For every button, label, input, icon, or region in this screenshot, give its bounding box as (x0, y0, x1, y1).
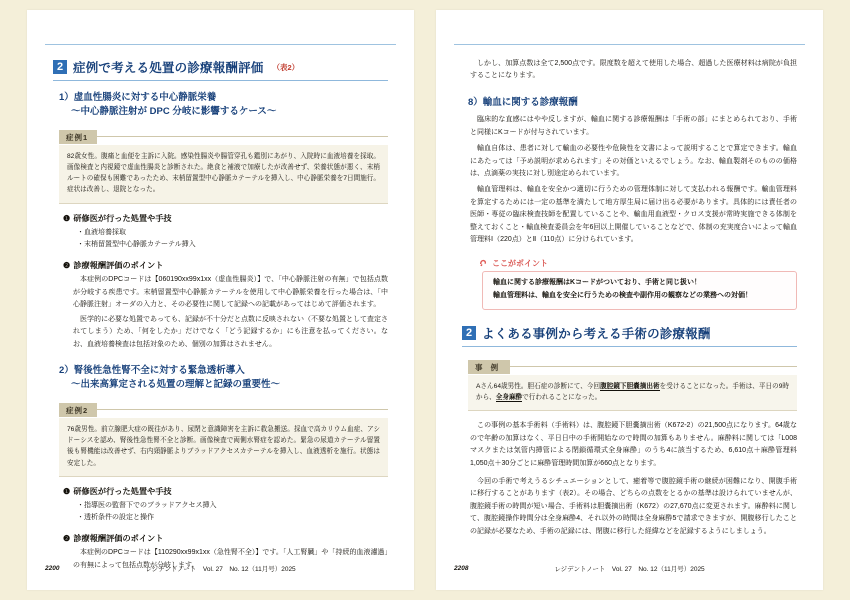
list-item: ・ 血液培養採取 (77, 227, 388, 239)
subsection-1-line1: 1）虚血性腸炎に対する中心静脈栄養 (59, 92, 217, 103)
subsection-2-line2: 〜出来高算定される処置の理解と記録の重要性〜 (71, 379, 281, 391)
right-section-header (462, 324, 797, 342)
point-2-marker: ❷ (63, 261, 71, 271)
journal-info: レジデントノート Vol. 27 No. 12（11月号）2025 (554, 566, 705, 573)
list-item: ・ 指導医の監督下でのブラッドアクセス挿入 (77, 500, 388, 512)
callout-line: 輸血に関する診療報酬はKコードがついており、手術と同じ扱い！ (493, 278, 702, 286)
case-box-2 (59, 400, 388, 477)
list-item: ・ 透析条件の設定と操作 (77, 512, 388, 524)
point-1-list (77, 500, 388, 525)
point-callout (478, 258, 797, 310)
example-text-mid: を受けることになった。手術は、平日の9時から、 (476, 382, 790, 401)
callout-box (482, 271, 797, 310)
example-box (468, 357, 797, 412)
point-1-heading: 研修医が行った処置や手技 (73, 486, 172, 496)
point-2-heading: 診療報酬評価のポイント (73, 534, 164, 544)
case-1-label: 症例1 (59, 130, 97, 144)
section-title: 症例で考える処置の診療報酬評価 (73, 61, 264, 75)
example-procedure-term: 腹腔鏡下胆嚢摘出術 (600, 382, 660, 390)
example-tab-rule (468, 366, 797, 367)
case-1-body: 82歳女性。腹痛と血便を主訴に入院。感染性腸炎や腸管穿孔も鑑別にあがり、入院時に血液培養を採取。画像検査と内視鏡で虚血性腸炎と診断された。絶食と補液で加療したが改善せず、栄養状態が悪く、末梢ルートの確保も困難であったため、末梢留置型中心静脈カテーテルを挿入し、中心静脈栄養を7日間施行。症状は改善し、退院となった。 (59, 145, 388, 204)
intro-paragraph: しかし、加算点数は全て2,500点です。限度数を超えて使用した場合、超過した医療材料は病院が負担することになります。 (470, 60, 797, 80)
point-1-marker: ❶ (63, 213, 71, 223)
right-page (436, 10, 823, 590)
point-2-paragraph: 医学的に必要な処置であっても、記録が不十分だと点数に反映されない（不要な処置として査定されてしまう）ため、「何をしたか」だけでなく「どう記録するか」にも注意を払ってください。なお、血液培養検査は包括対象のため、個別の加算はされません。 (73, 315, 388, 348)
subsection-2-line1: 2）腎後性急性腎不全に対する緊急透析導入 (59, 365, 245, 377)
point-2-paragraph: 本症例のDPCコードは【110290xx99x1xx（急性腎不全）】です。「人工腎臓」や「持続的血液濾過」の有無によって包括点数が分岐します。 (73, 549, 388, 569)
case-box-1 (59, 127, 388, 204)
left-section-header (53, 58, 388, 76)
section-number-badge: 2 (462, 326, 476, 340)
page-number: 2200 (45, 565, 60, 572)
section-underline (53, 80, 388, 81)
subsection-8-paragraph: 臨床的な直感にはやや反しますが、輸血に関する診療報酬は「手術の部」にまとめられており、手術と同様にKコードが付与されています。 (470, 116, 797, 136)
point-1-list (77, 227, 388, 252)
example-paragraph: 今回の手術で考えうるシチュエーションとして、癒着等で腹腔鏡手術の継続が困難になり、開腹手術に移行することがあります（表2）。その場合、どちらの点数をとるかの基準は設けられていませんが、腹腔鏡手術の時間が短い場合、手術料は胆嚢摘出術（K672）の27,670点に変更されます。麻酔料に関して、腹腔鏡操作時間分は全身麻酔4、それ以外の時間は全身麻酔5で請求できますが、開腹移行したことの記録が必要なため、手術の記録には、閉腹に移行した経緯などを記録するようにしましょう。 (470, 478, 797, 535)
point-2-marker: ❷ (63, 534, 71, 544)
case-1-point-1 (63, 213, 388, 252)
subsection-8-paragraph: 輸血自体は、患者に対して輸血の必要性や危険性を文書によって説明することで算定できます。輸血にあたっては「予め説明が求められます」その対価といえるでしょう。なお、輸血製剤そのものの価格は、点滴薬の実技に対し別途定められています。 (470, 145, 797, 177)
point-2-heading: 診療報酬評価のポイント (73, 261, 164, 271)
example-paragraph: この事例の基本手術料（手術料）は、腹腔鏡下胆嚢摘出術（K672-2）の21,500点になります。64歳なので年齢の加算はなく、平日日中の手術開始なので時間の加算もありません。麻酔料に関しては「L008マスクまたは気管内挿管による閉鎖循環式全身麻酔」のうち4に該当するため、6,610点＋麻酔管理料1,050点＋30分ごとに麻酔管理時間加算が660点となります。 (470, 422, 797, 467)
example-anesthesia-term: 全身麻酔 (495, 393, 523, 401)
example-text-post: で行われることになった。 (522, 393, 602, 401)
case-2-body: 76歳男性。前立腺肥大症の既往があり、尿閉と意識障害を主訴に救急搬送。採血で高カリウム血症、アシドーシスを認め、腎後性急性腎不全と診断。画像検査で両側水腎症を認めた。緊急の尿道カテーテル留置後も腎機能は改善せず、右内頸静脈よりブラッドアクセスカテーテルを挿入し、血液透析を施行。状態は安定した。 (59, 418, 388, 477)
callout-line: 輸血管理料は、輸血を安全に行うための検査や副作用の観察などの業務への対価！ (493, 291, 752, 299)
point-2-paragraph: 本症例のDPCコードは【060190xx99x1xx（虚血性腸炎）】で、「中心静脈注射の有無」で包括点数が分岐する疾患です。末梢留置型中心静脈カテーテルを使用して中心静脈栄養を行った場合は、「中心静脈注射」オーダの入力と、その必要性に関して記録への記載があってはじめて評価されます。 (73, 276, 388, 309)
case-2-label: 症例2 (59, 403, 97, 417)
list-item: ・ 末梢留置型中心静脈カテーテル挿入 (77, 239, 388, 251)
page-number: 2208 (454, 565, 469, 572)
right-footer (454, 565, 805, 572)
callout-title: ここがポイント (492, 258, 548, 268)
example-text-pre: Aさん64歳男性。胆石症の診断にて、今回 (476, 382, 601, 390)
point-1-marker: ❶ (63, 486, 71, 496)
pointer-hand-icon (478, 258, 489, 269)
subsection-8-paragraph: 輸血管理料は、輸血を安全かつ適切に行うための管理体制に対して支払われる報酬です。輸血管理料を算定するためには一定の基準を満たして地方厚生局に届け出る必要があります。具体的には責任者の医師・専従の臨床検査技師を配置していることや、輸血用血液型・クロス支援が常時実施できる体制を整えておくこと・輸血検査委員会を年6回以上開催していることなどで、体制の充実度合いによって輸血管理料Ⅰ（220点）とⅡ（110点）に分けられています。 (470, 186, 797, 244)
case-2-tab-rule (59, 409, 388, 410)
example-body (468, 375, 797, 412)
subsection-1-line2: 〜中心静脈注射が DPC 分岐に影響するケース〜 (71, 106, 277, 118)
section-table-ref: （表2） (272, 62, 300, 72)
left-page (27, 10, 414, 590)
subsection-2-heading (59, 364, 388, 393)
left-footer (45, 565, 396, 572)
case-2-point-1 (63, 486, 388, 525)
case-1-point-2 (63, 260, 388, 351)
subsection-8-heading: 8）輸血に関する診療報酬 (468, 96, 578, 108)
example-label: 事 例 (468, 360, 510, 374)
section-underline (462, 346, 797, 347)
section-title: よくある事例から考える手術の診療報酬 (482, 326, 711, 341)
section-number-badge: 2 (53, 60, 67, 74)
subsection-1-heading (59, 91, 388, 120)
journal-info: レジデントノート Vol. 27 No. 12（11月号）2025 (145, 566, 296, 573)
point-1-heading: 研修医が行った処置や手技 (73, 213, 172, 223)
case-1-tab-rule (59, 136, 388, 137)
